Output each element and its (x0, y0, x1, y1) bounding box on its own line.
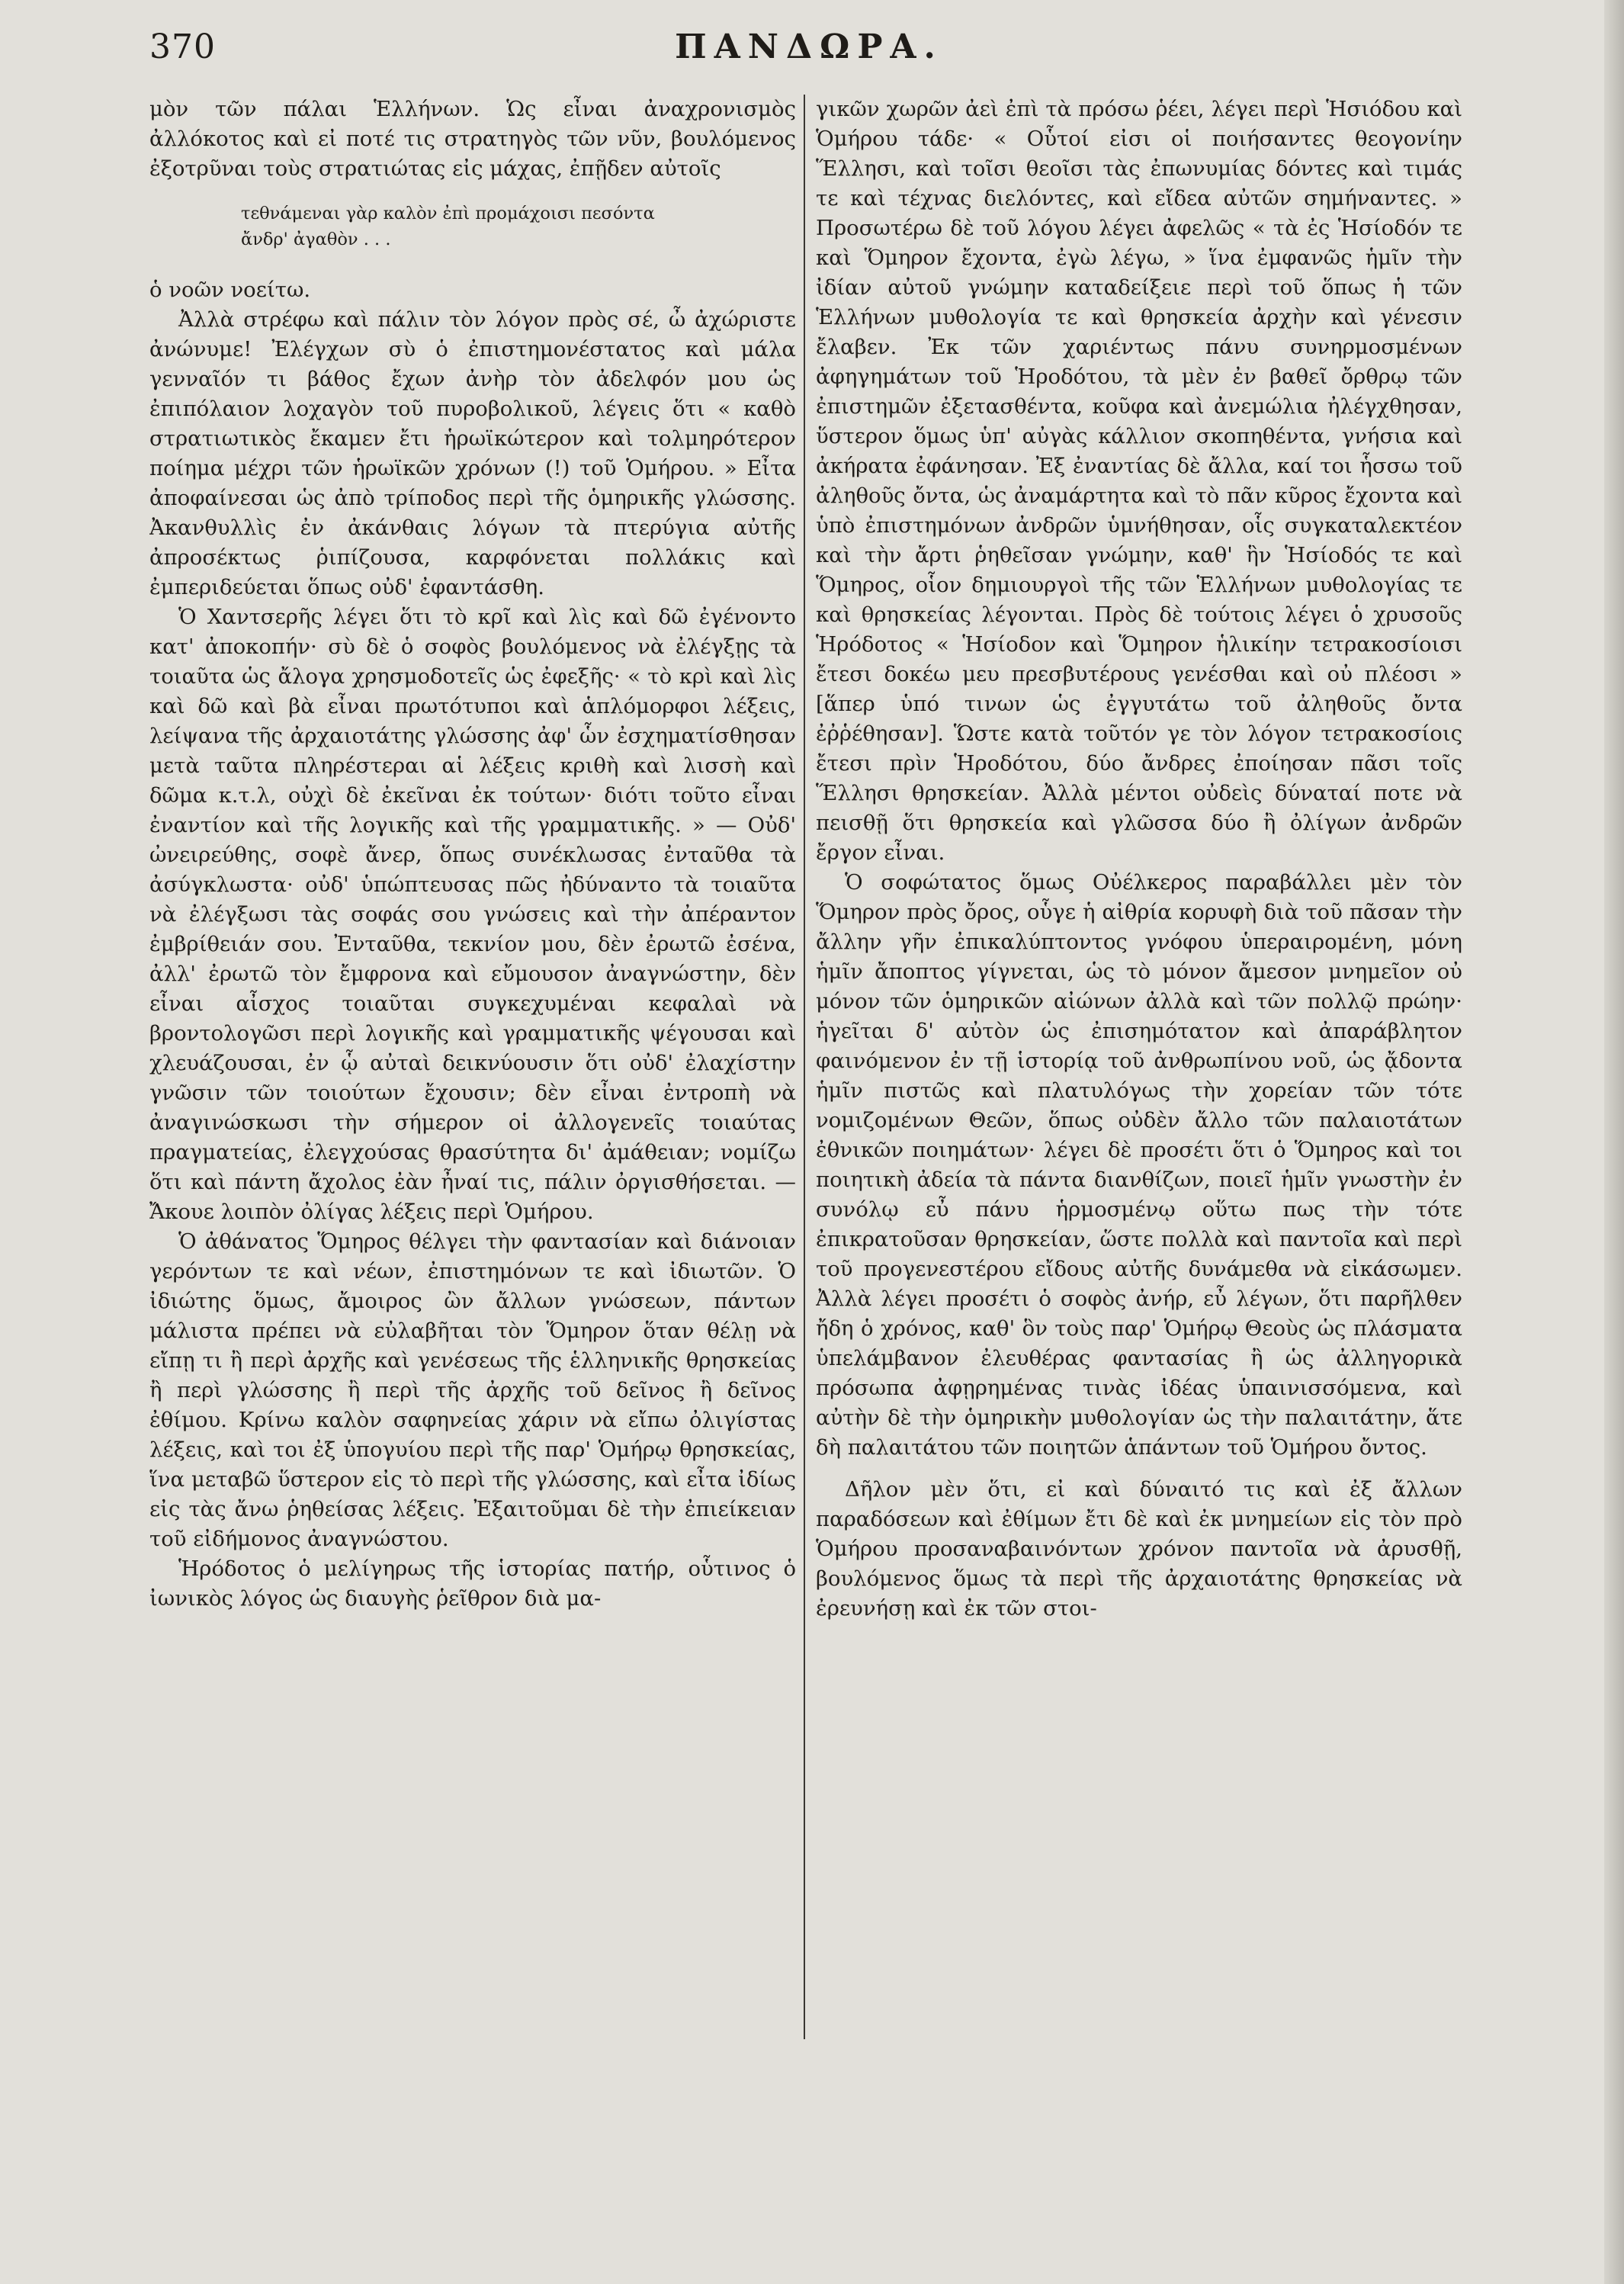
paragraph: Ὁ ἀθάνατος Ὅμηρος θέλγει τὴν φαντασίαν καὶ διάνοιαν γερόντων τε καὶ νέων, ἐπιστημόνων τε καὶ ἰδιωτῶν. Ὁ ἰδιώτης ὅμως, ἄμοιρος ὢν ἄλλων γνώσεων, πάντων μάλιστα πρέπει νὰ εὐλαβῆται τὸν Ὅμηρον ὅταν θέλῃ νὰ εἴπῃ τι ἢ περὶ ἀρχῆς καὶ γενέσεως τῆς ἑλληνικῆς θρησκείας ἢ περὶ γλώσσης ἢ περὶ τῆς ἀρχῆς τοῦ δεῖνος ἢ δεῖνος ἐθίμου. Κρίνω καλὸν σαφηνείας χάριν νὰ εἴπω ὀλιγίστας λέξεις, καὶ τοι ἐξ ὑπογυίου περὶ τῆς παρ' Ὁμήρῳ θρησκείας, ἵνα μεταβῶ ὕστερον εἰς τὸ περὶ τῆς γλώσσης, καὶ εἶτα ἰδίως εἰς τὰς ἄνω ῥηθείσας λέξεις. Ἐξαιτοῦμαι δὲ τὴν ἐπιείκειαν τοῦ εἰδήμονος ἀναγνώστου. (149, 1229, 796, 1551)
verse-quotation (241, 201, 796, 252)
paragraph: ὁ νοῶν νοείτω. (149, 278, 311, 302)
paragraph: Δῆλον μὲν ὅτι, εἰ καὶ δύναιτό τις καὶ ἐξ ἄλλων παραδόσεων καὶ ἐθίμων ἔτι δὲ καὶ ἐκ μνημείων εἰς τὸν πρὸ Ὁμήρου προσαναβαινόντων χρόνον παντοῖα νὰ ἀρυσθῇ, βουλόμενος ὅμως τὰ περὶ τῆς ἀρχαιοτάτης θρησκείας νὰ ἐρευνήσῃ καὶ ἐκ τῶν στοι- (816, 1477, 1462, 1621)
paragraph: γικῶν χωρῶν ἀεὶ ἐπὶ τὰ πρόσω ῥέει, λέγει περὶ Ἡσιόδου καὶ Ὁμήρου τάδε· « Οὗτοί εἰσι οἱ ποιήσαντες θεογονίην Ἕλλησι, καὶ τοῖσι θεοῖσι τὰς ἐπωνυμίας δόντες καὶ τιμάς τε καὶ τέχνας διελόντες, καὶ εἴδεα αὐτῶν σημήναντες. » Προσωτέρω δὲ τοῦ λόγου λέγει ἀφελῶς « τὰ ἐς Ἡσίοδόν τε καὶ Ὅμηρον ἔχοντα, ἐγὼ λέγω, » ἵνα ἐμφανῶς ἡμῖν τὴν ἰδίαν αὐτοῦ γνώμην καταδείξειε περὶ τοῦ ὅπως ἡ τῶν Ἑλλήνων μυθολογία τε καὶ θρησκεία ἀρχὴν καὶ γένεσιν ἔλαβεν. Ἐκ τῶν χαριέντως πάνυ συνηρμοσμένων ἀφηγημάτων τοῦ Ἡροδότου, τὰ μὲν ἐν βαθεῖ ὄρθρῳ τῶν ἐπιστημῶν ἐξετασθέντα, κοῦφα καὶ ἀνεμώλια ἠλέγχθησαν, ὕστερον ὅμως ὑπ' αὐγὰς κάλλιον σκοπηθέντα, γνήσια καὶ ἀκήρατα ἐφάνησαν. Ἐξ ἐναντίας δὲ ἄλλα, καί τοι ἧσσω τοῦ ἀληθοῦς ὄντα, ὡς ἀναμάρτητα καὶ τὸ πᾶν κῦρος ἔχοντα καὶ ὑπὸ ἐπιστημόνων ἀνδρῶν ὑμνήθησαν, οἷς συγκαταλεκτέον καὶ τὴν ἄρτι ῥηθεῖσαν γνώμην, καθ' ἣν Ἡσίοδός τε καὶ Ὅμηρος, οἷον δημιουργοὶ τῆς τῶν Ἑλλήνων μυθολογίας τε καὶ θρησκείας λέγονται. Πρὸς δὲ τούτοις λέγει ὁ χρυσοῦς Ἡρόδοτος « Ἡσίοδον καὶ Ὅμηρον ἡλικίην τετρακοσίοισι ἔτεσι δοκέω μευ πρεσβυτέρους γενέσθαι καὶ οὐ πλέοσι » [ἅπερ ὑπό τινων ὡς ἐγγυτάτω τοῦ ἀληθοῦς ὄντα ἐῤῥέθησαν]. Ὥστε κατὰ τοῦτόν γε τὸν λόγον τετρακοσίοις ἔτεσι πρὶν Ἡροδότου, δύο ἄνδρες ἐποίησαν πᾶσι τοῖς Ἕλλησι θρησκείαν. Ἀλλὰ μέντοι οὐδεὶς δύναταί ποτε νὰ πεισθῇ ὅτι θρησκεία καὶ γλῶσσα δύο ἢ ὀλίγων ἀνδρῶν ἔργον εἶναι. (816, 97, 1462, 865)
paragraph: Ὁ Χαντσερῆς λέγει ὅτι τὸ κρῖ καὶ λὶς καὶ δῶ ἐγένοντο κατ' ἀποκοπήν· σὺ δὲ ὁ σοφὸς βουλόμενος νὰ ἐλέγξῃς τὰ τοιαῦτα ὡς ἄλογα χρησμοδοτεῖς ὡς ἐφεξῆς· « τὸ κρὶ καὶ λὶς καὶ δῶ καὶ βὰ εἶναι πρωτότυποι καὶ ἁπλόμορφοι λέξεις, λείψανα τῆς ἀρχαιοτάτης γλώσσης ἀφ' ὧν ἐσχηματίσθησαν μετὰ ταῦτα πληρέστεραι αἱ λέξεις κριθὴ καὶ λισσὴ καὶ δῶμα κ.τ.λ, οὐχὶ δὲ ἐκεῖναι ἐκ τούτων· διότι τοῦτο εἶναι ἐναντίον καὶ τῆς λογικῆς καὶ τῆς γραμματικῆς. » — Οὐδ' ὠνειρεύθης, σοφὲ ἄνερ, ὅπως συνέκλωσας ἐνταῦθα τὰ ἀσύγκλωστα· οὐδ' ὑπώπτευσας πῶς ἠδύναντο τὰ τοιαῦτα νὰ ἐλέγξωσι τὰς σοφάς σου γνώσεις καὶ τὴν ἀπέραντον ἐμβρίθειάν σου. Ἐνταῦθα, τεκνίον μου, δὲν ἐρωτῶ ἐσένα, ἀλλ' ἐρωτῶ τὸν ἔμφρονα καὶ εὔμουσον ἀναγνώστην, δὲν εἶναι αἶσχος τοιαῦται συγκεχυμέναι κεφαλαὶ νὰ βροντολογῶσι περὶ λογικῆς καὶ γραμματικῆς ψέγουσαι καὶ χλευάζουσαι, ἐν ᾧ αὐταὶ δεικνύουσιν ὅτι οὐδ' ἐλαχίστην γνῶσιν τῶν τοιούτων ἔχουσιν; δὲν εἶναι ἐντροπὴ νὰ ἀναγινώσκωσι τὴν σήμερον οἱ ἀλλογενεῖς τοιαύτας πραγματείας, ἐλεγχούσας θρασύτητα δι' ἀμάθειαν; νομίζω ὅτι καὶ πάντη ἄχολος ἐὰν ἦναί τις, πάλιν ὀργισθήσεται. — Ἄκουε λοιπὸν ὀλίγας λέξεις περὶ Ὁμήρου. (149, 605, 796, 1224)
running-title: ΠΑΝΔΩΡΑ. (675, 27, 943, 66)
left-column (149, 95, 796, 2260)
verse-line: ἄνδρ' ἀγαθὸν . . . (241, 230, 391, 249)
page-number: 370 (149, 27, 216, 66)
column-divider (804, 95, 805, 2039)
paragraph: Ὁ σοφώτατος ὅμως Οὐέλκερος παραβάλλει μὲν τὸν Ὅμηρον πρὸς ὄρος, οὗγε ἡ αἰθρία κορυφὴ διὰ τοῦ πᾶσαν τὴν ἄλλην γῆν ἐπικαλύπτοντος γνόφου ὑπεραιρομένη, μόνη ἡμῖν ἄποπτος γίγνεται, ὡς τὸ μόνον ἄμεσον μνημεῖον οὐ μόνον τῶν ὁμηρικῶν αἰώνων ἀλλὰ καὶ τῶν πολλῷ πρώην· ἡγεῖται δ' αὐτὸν ὡς ἐπισημότατον καὶ ἀπαράβλητον φαινόμενον ἐν τῇ ἱστορίᾳ τοῦ ἀνθρωπίνου νοῦ, ὡς ᾄδοντα ἡμῖν πιστῶς καὶ πλατυλόγως τὴν χορείαν τῶν τότε νομιζομένων Θεῶν, ὅπως οὐδὲν ἄλλο τῶν παλαιοτάτων ἐθνικῶν ποιημάτων· λέγει δὲ προσέτι ὅτι ὁ Ὅμηρος καὶ τοι ποιητικὴ ἀδεία τὰ πάντα διανθίζων, ποιεῖ ἡμῖν γνωστὴν ἐν συνόλῳ εὖ πάνυ ἡρμοσμένῳ οὕτω πως τὴν τότε ἐπικρατοῦσαν θρησκείαν, ὥστε πολλὰ καὶ παντοῖα καὶ περὶ τοῦ προγενεστέρου εἴδους αὐτῆς δυνάμεθα νὰ εἰκάσωμεν. Ἀλλὰ λέγει προσέτι ὁ σοφὸς ἀνήρ, εὖ λέγων, ὅτι παρῆλθεν ἤδη ὁ χρόνος, καθ' ὃν τοὺς παρ' Ὁμήρῳ Θεοὺς ὡς πλάσματα ὑπελάμβανον ἐλευθέρας φαντασίας ἢ ὡς ἀλληγορικὰ πρόσωπα ἀφῃρημένας τινὰς ἰδέας ὑπαινισσόμενα, καὶ αὐτὴν δὲ τὴν ὁμηρικὴν μυθολογίαν ὡς τὴν παλαιτάτην, ἅτε δὴ παλαιτάτου τῶν ποιητῶν ἁπάντων τοῦ Ὁμήρου ὄντος. (816, 870, 1462, 1460)
paragraph: Ἀλλὰ στρέφω καὶ πάλιν τὸν λόγον πρὸς σέ, ὦ ἀχώριστε ἀνώνυμε! Ἐλέγχων σὺ ὁ ἐπιστημονέστατος καὶ μάλα γενναῖόν τι βάθος ἔχων ἀνὴρ τὸν ἀδελφόν μου ὡς ἐπιπόλαιον λοχαγὸν τοῦ πυροβολικοῦ, λέγεις ὅτι « καθὸ στρατιωτικὸς ἔκαμεν ἔτι ἡρωϊκώτερον καὶ τολμηρότερον ποίημα μέχρι τῶν ἡρωϊκῶν χρόνων (!) τοῦ Ὁμήρου. » Εἶτα ἀποφαίνεσαι ὡς ἀπὸ τρίποδος περὶ τῆς ὁμηρικῆς γλώσσης. Ἀκανθυλλὶς ἐν ἀκάνθαις λόγων τὰ πτερύγια αὐτῆς ἀπροσέκτως ῥιπίζουσα, καρφόνεται πολλάκις καὶ ἐμπεριδεύεται ὅπως οὐδ' ἐφαντάσθη. (149, 307, 796, 599)
paragraph: Ἡρόδοτος ὁ μελίγηρως τῆς ἱστορίας πατήρ, οὗτινος ὁ ἰωνικὸς λόγος ὡς διαυγὴς ῥεῖθρον διὰ μα- (149, 1556, 796, 1611)
verse-line: τεθνάμεναι γὰρ καλὸν ἐπὶ προμάχοισι πεσόντα (241, 204, 655, 223)
page-edge-shadow (1604, 0, 1624, 2284)
right-column (816, 95, 1462, 2260)
paragraph: μὸν τῶν πάλαι Ἑλλήνων. Ὡς εἶναι ἀναχρονισμὸς ἀλλόκοτος καὶ εἰ ποτέ τις στρατηγὸς τῶν νῦν, βουλόμενος ἐξοτρῦναι τοὺς στρατιώτας εἰς μάχας, ἐπῇδεν αὐτοῖς (149, 97, 796, 181)
page-header (149, 23, 1468, 76)
